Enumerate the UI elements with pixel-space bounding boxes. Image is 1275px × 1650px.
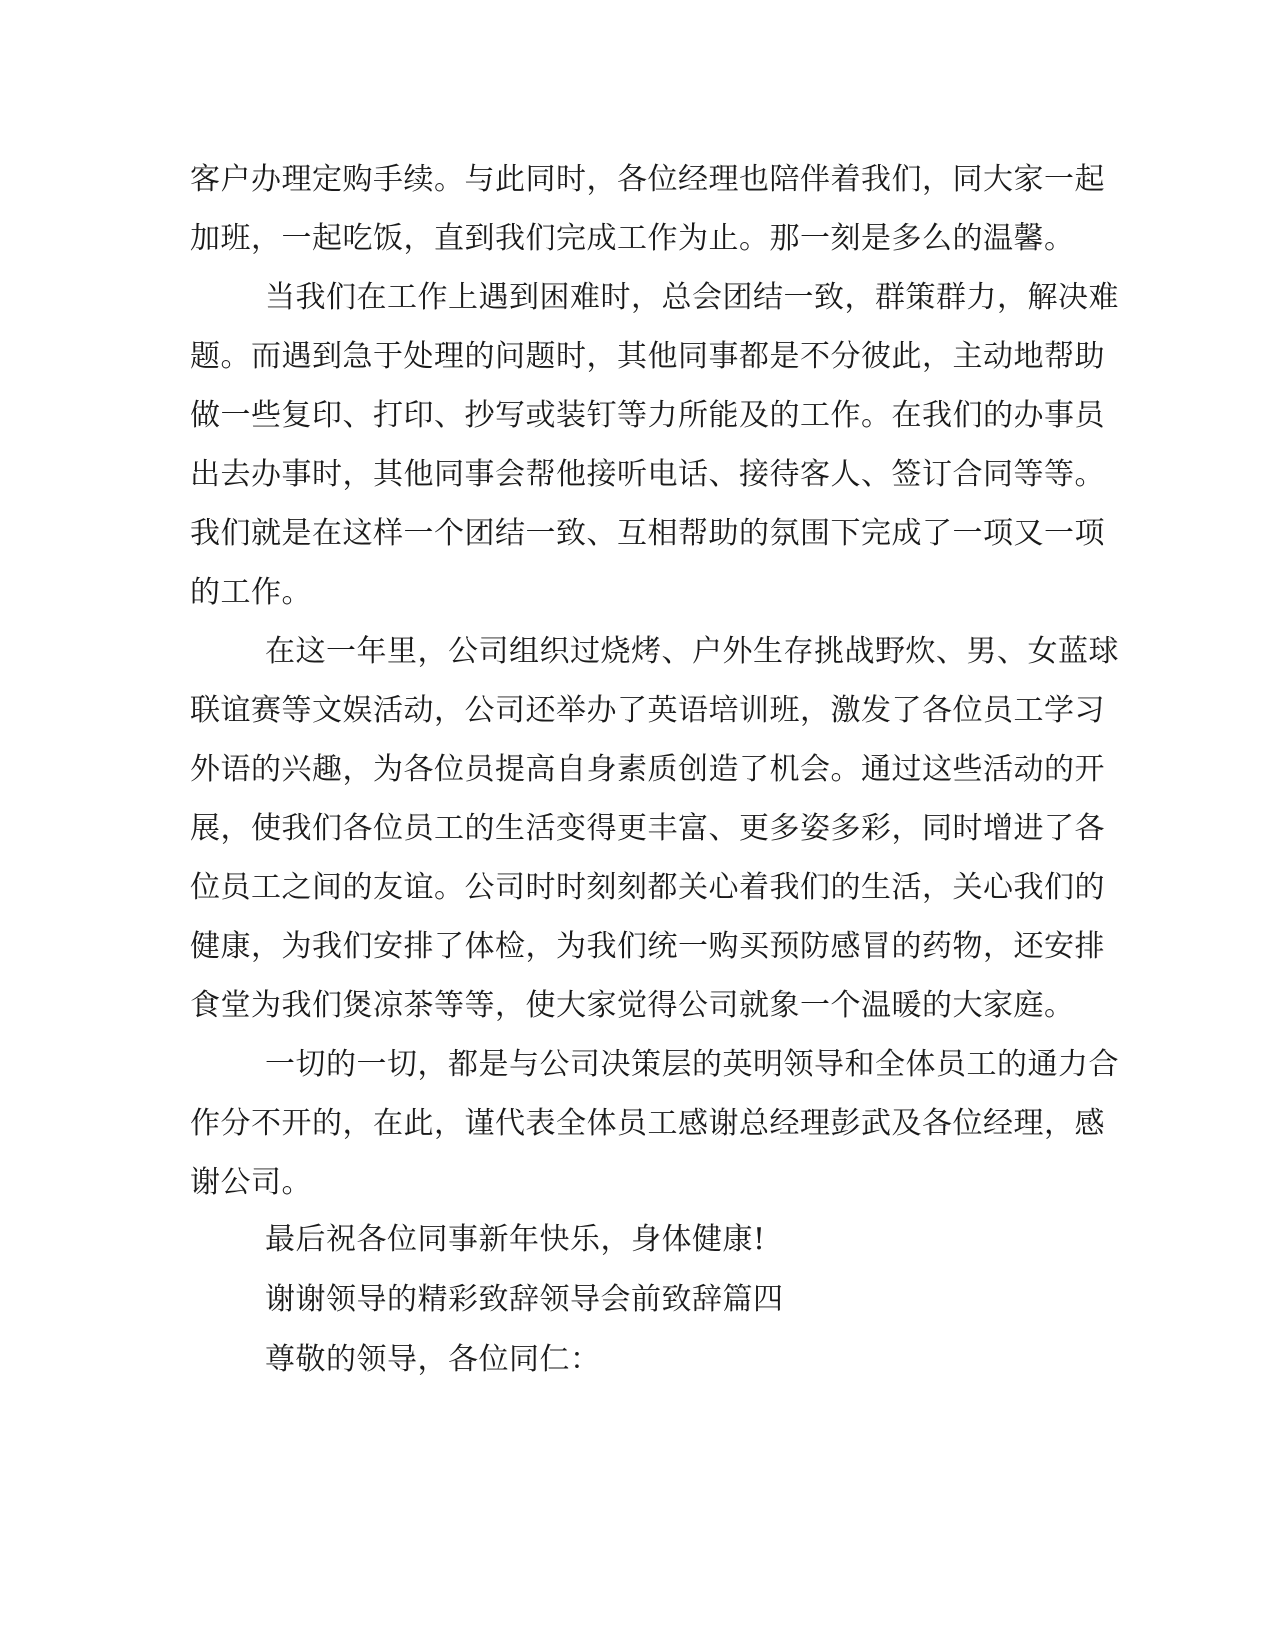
paragraph-first-line: 当我们在工作上遇到困难时，总会团结一致，群策群力，解决难 xyxy=(265,280,1119,315)
closing-wishes: 最后祝各位同事新年快乐，身体健康! xyxy=(265,1222,766,1257)
text-line: 展，使我们各位员工的生活变得更丰富、更多姿多彩，同时增进了各 xyxy=(190,811,1105,846)
section-heading: 谢谢领导的精彩致辞领导会前致辞篇四 xyxy=(265,1282,784,1317)
text-line: 谢公司。 xyxy=(190,1165,312,1200)
text-line: 做一些复印、打印、抄写或装钉等力所能及的工作。在我们的办事员 xyxy=(190,398,1105,433)
salutation: 尊敬的领导，各位同仁： xyxy=(265,1342,601,1377)
paragraph-first-line: 一切的一切，都是与公司决策层的英明领导和全体员工的通力合 xyxy=(265,1047,1119,1082)
paragraph-first-line: 在这一年里，公司组织过烧烤、户外生存挑战野炊、男、女蓝球 xyxy=(265,634,1119,669)
text-line: 联谊赛等文娱活动，公司还举办了英语培训班，激发了各位员工学习 xyxy=(190,693,1105,728)
text-line: 外语的兴趣，为各位员提高自身素质创造了机会。通过这些活动的开 xyxy=(190,752,1105,787)
text-line: 加班，一起吃饭，直到我们完成工作为止。那一刻是多么的温馨。 xyxy=(190,221,1075,256)
text-line: 题。而遇到急于处理的问题时，其他同事都是不分彼此，主动地帮助 xyxy=(190,339,1105,374)
text-line: 出去办事时，其他同事会帮他接听电话、接待客人、签订合同等等。 xyxy=(190,457,1105,492)
text-line: 位员工之间的友谊。公司时时刻刻都关心着我们的生活，关心我们的 xyxy=(190,870,1105,905)
text-line: 健康，为我们安排了体检，为我们统一购买预防感冒的药物，还安排 xyxy=(190,929,1105,964)
text-line: 我们就是在这样一个团结一致、互相帮助的氛围下完成了一项又一项 xyxy=(190,516,1105,551)
text-line: 作分不开的，在此，谨代表全体员工感谢总经理彭武及各位经理，感 xyxy=(190,1106,1105,1141)
text-line: 的工作。 xyxy=(190,575,312,610)
text-line: 食堂为我们煲凉茶等等，使大家觉得公司就象一个温暖的大家庭。 xyxy=(190,988,1075,1023)
text-line: 客户办理定购手续。与此同时，各位经理也陪伴着我们，同大家一起 xyxy=(190,162,1105,197)
